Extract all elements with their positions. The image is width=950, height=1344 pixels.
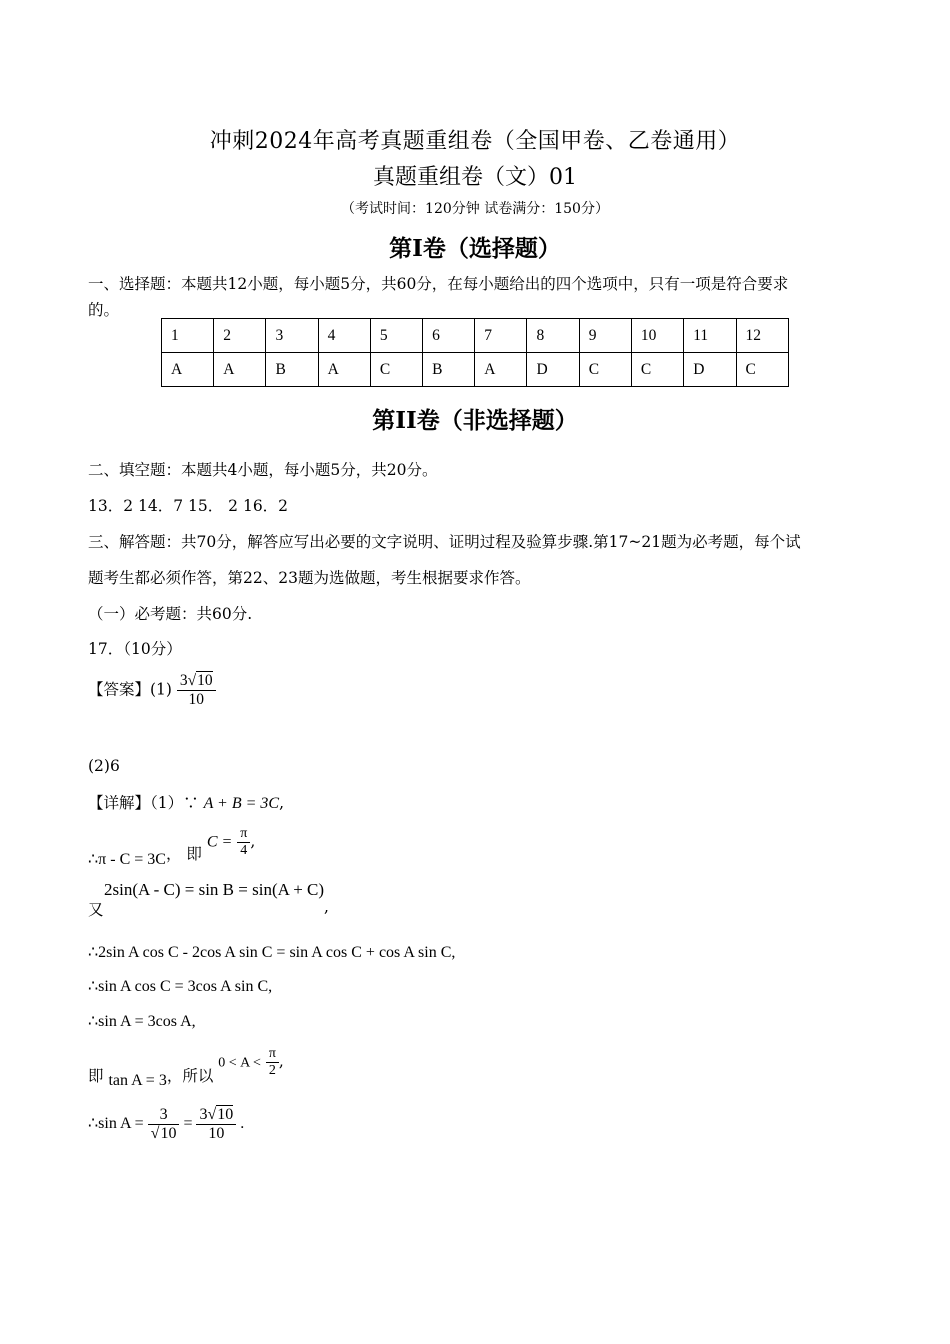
table-cell: 12 xyxy=(736,319,788,353)
punctuation: , xyxy=(268,978,273,995)
pi-over-2 xyxy=(266,1046,279,1079)
eq-step3-text: 2sin(A - C) = sin B = sin(A + C) xyxy=(104,880,325,899)
answer-table xyxy=(161,318,789,387)
eq-step5 xyxy=(88,976,272,996)
fraction-numerator: 3 xyxy=(159,1106,168,1123)
fraction-numerator: π xyxy=(240,826,248,841)
table-cell: D xyxy=(684,353,736,387)
table-cell: 2 xyxy=(214,319,266,353)
table-cell: A xyxy=(475,353,527,387)
table-cell: B xyxy=(423,353,475,387)
punctuation: ， xyxy=(165,844,182,863)
fraction-denominator: 4 xyxy=(237,842,250,859)
fraction-coef: 3 xyxy=(199,1106,208,1123)
table-cell: B xyxy=(266,353,318,387)
punctuation: . xyxy=(240,1115,245,1133)
answer-fraction: $\frac{3√10}{10}$ xyxy=(177,672,216,709)
eq-step3 xyxy=(104,880,324,900)
step7-line xyxy=(88,1046,284,1089)
table-cell: 11 xyxy=(684,319,736,353)
final-fraction: $\frac{3√10}{10}$ xyxy=(196,1106,236,1143)
table-cell: C xyxy=(370,353,422,387)
step7-mid: ，所以 xyxy=(166,1066,214,1085)
answer-part2: (2)6 xyxy=(88,757,120,775)
step7-ji: 即 xyxy=(88,1066,104,1085)
punctuation: , xyxy=(324,898,329,916)
step2-line xyxy=(88,826,256,868)
answer-label: 【答案】(1) xyxy=(88,680,172,699)
fraction-denominator: 10 xyxy=(177,690,216,709)
table-cell: 9 xyxy=(579,319,631,353)
radicand: 10 xyxy=(160,1125,177,1142)
punctuation: , xyxy=(191,1013,196,1030)
table-cell: 4 xyxy=(318,319,370,353)
table-cell: 8 xyxy=(527,319,579,353)
eq-tan: tan A = 3 xyxy=(108,1071,167,1089)
fraction-coef: 3 xyxy=(179,672,188,689)
punctuation: , xyxy=(279,794,285,812)
fraction-numerator: π xyxy=(268,1046,276,1061)
solve-intro-line1: 三、解答题：共70分，解答应写出必要的文字说明、证明过程及验算步骤.第17~21题为必考题，每个试 xyxy=(88,533,801,551)
answer-table-answer-row xyxy=(162,353,789,387)
eq-step6 xyxy=(88,1011,196,1031)
eq-step4 xyxy=(88,942,455,962)
eq-inequality: 0 < A < xyxy=(218,1055,261,1071)
table-cell: 5 xyxy=(370,319,422,353)
choice-intro-line1: 一、选择题：本题共12小题，每小题5分，共60分，在每小题给出的四个选项中，只有一项是符合要求 xyxy=(88,275,789,293)
table-cell: A xyxy=(214,353,266,387)
table-cell: A xyxy=(162,353,214,387)
question-17-label: 17．（10分） xyxy=(88,640,182,658)
pi-over-4 xyxy=(237,826,250,859)
step3-prefix: 又 xyxy=(88,901,104,919)
choice-intro-line2: 的。 xyxy=(88,301,120,319)
table-cell: 6 xyxy=(423,319,475,353)
exam-subtitle: 真题重组卷（文）01 xyxy=(373,165,577,190)
table-cell: C xyxy=(579,353,631,387)
step2-ji: 即 xyxy=(186,844,202,863)
detail-label: 【详解】（1）∵ xyxy=(88,794,199,812)
fraction-denominator: 10 xyxy=(196,1124,236,1143)
table-cell: D xyxy=(527,353,579,387)
punctuation: , xyxy=(250,832,256,851)
exam-title: 冲刺2024年高考真题重组卷（全国甲卷、乙卷通用） xyxy=(209,129,741,154)
three-over-sqrt10 xyxy=(148,1106,180,1143)
part2-heading: 第II卷（非选择题） xyxy=(372,407,578,434)
punctuation: , xyxy=(278,1052,284,1071)
eq-step2-c: C = xyxy=(206,833,233,851)
answer-table-number-row xyxy=(162,319,789,353)
radicand: 10 xyxy=(217,1106,234,1123)
eq-step2: ∴π - C = 3C xyxy=(88,850,166,868)
exam-meta: （考试时间：120分钟 试卷满分：150分） xyxy=(341,201,609,217)
step8-line: ∴sin A = $\frac{3}{√10}$ = $\frac{3√10}{10}$ . xyxy=(88,1106,245,1142)
table-cell: C xyxy=(736,353,788,387)
table-cell: 1 xyxy=(162,319,214,353)
part1-heading: 第I卷（选择题） xyxy=(389,235,561,262)
fraction-denominator: √10 xyxy=(148,1124,180,1143)
fill-answers: 13．2 14．7 15． 2 16．2 xyxy=(88,497,289,515)
table-cell: 7 xyxy=(475,319,527,353)
detail-line xyxy=(88,791,284,813)
eq-step4-text: ∴2sin A cos C - 2cos A sin C = sin A cos C + cos A sin C xyxy=(88,944,452,961)
eq-step8: ∴sin A = xyxy=(88,1115,144,1133)
table-cell: 3 xyxy=(266,319,318,353)
fill-intro: 二、填空题：本题共4小题，每小题5分，共20分。 xyxy=(88,461,438,479)
eq-step6-text: ∴sin A = 3cos A xyxy=(88,1013,192,1030)
fraction-denominator: 2 xyxy=(266,1062,279,1079)
fraction-radicand: 10 xyxy=(197,672,213,689)
eq-step1: A + B = 3C xyxy=(203,795,280,812)
table-cell: C xyxy=(631,353,683,387)
required-section: （一）必考题：共60分. xyxy=(88,605,253,623)
table-cell: A xyxy=(318,353,370,387)
answer-line xyxy=(88,672,216,709)
punctuation: , xyxy=(451,944,456,961)
table-cell: 10 xyxy=(631,319,683,353)
solve-intro-line2: 题考生都必须作答，第22、23题为选做题，考生根据要求作答。 xyxy=(88,569,531,587)
eq-step5-text: ∴sin A cos C = 3cos A sin C xyxy=(88,978,269,995)
